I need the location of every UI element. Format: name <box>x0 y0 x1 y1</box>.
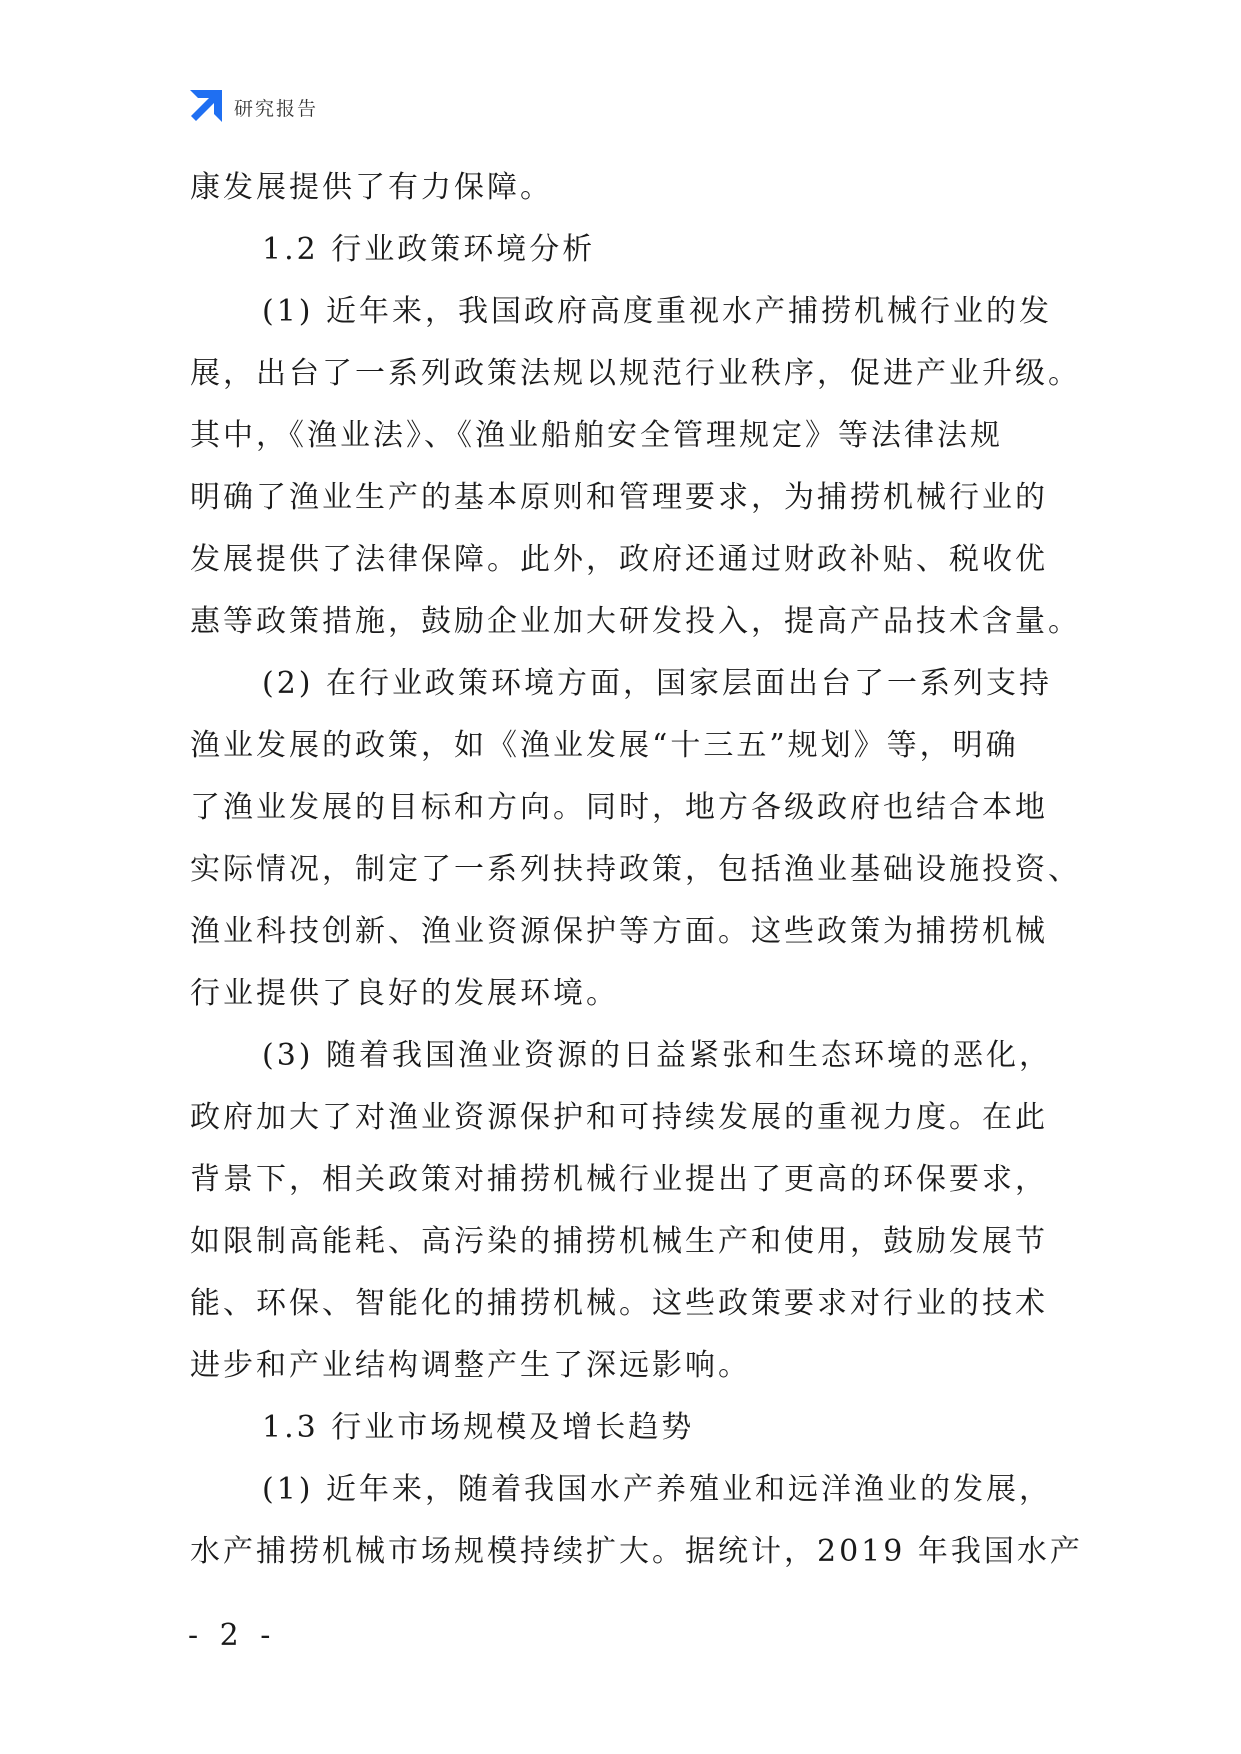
section-heading: 1.2 行业政策环境分析 <box>262 232 596 267</box>
document-header <box>188 90 318 124</box>
paragraph-line: 展，出台了一系列政策法规以规范行业秩序，促进产业升级。 <box>190 356 1081 391</box>
paragraph-line: 了渔业发展的目标和方向。同时，地方各级政府也结合本地 <box>190 790 1048 825</box>
paragraph-line: (1) 近年来，我国政府高度重视水产捕捞机械行业的发 <box>262 294 1053 329</box>
header-title: 研究报告 <box>234 97 319 120</box>
section-heading: 1.3 行业市场规模及增长趋势 <box>262 1410 695 1445</box>
paragraph-line: (1) 近年来，随着我国水产养殖业和远洋渔业的发展， <box>262 1472 1053 1507</box>
page-number: - 2 - <box>188 1618 277 1653</box>
paragraph-line: (3) 随着我国渔业资源的日益紧张和生态环境的恶化， <box>262 1038 1053 1073</box>
paragraph-line: 渔业科技创新、渔业资源保护等方面。这些政策为捕捞机械 <box>190 914 1048 949</box>
arrow-up-right-logo-icon <box>188 90 222 124</box>
paragraph-line: 实际情况，制定了一系列扶持政策，包括渔业基础设施投资、 <box>190 852 1081 887</box>
paragraph-line: 明确了渔业生产的基本原则和管理要求，为捕捞机械行业的 <box>190 480 1048 515</box>
paragraph-line: 如限制高能耗、高污染的捕捞机械生产和使用，鼓励发展节 <box>190 1224 1048 1259</box>
paragraph-line: 惠等政策措施，鼓励企业加大研发投入，提高产品技术含量。 <box>190 604 1081 639</box>
paragraph-line: 能、环保、智能化的捕捞机械。这些政策要求对行业的技术 <box>190 1286 1048 1321</box>
paragraph-line: 行业提供了良好的发展环境。 <box>190 976 619 1011</box>
paragraph-line: 其中，《渔业法》、《渔业船舶安全管理规定》等法律法规 <box>190 418 1003 453</box>
paragraph-line: 进步和产业结构调整产生了深远影响。 <box>190 1348 751 1383</box>
paragraph-line: 水产捕捞机械市场规模持续扩大。据统计，2019 年我国水产 <box>190 1534 1083 1569</box>
paragraph-line: 康发展提供了有力保障。 <box>190 170 553 205</box>
paragraph-line: 渔业发展的政策，如《渔业发展“十三五”规划》等，明确 <box>190 728 1019 763</box>
paragraph-line: (2) 在行业政策环境方面，国家层面出台了一系列支持 <box>262 666 1053 701</box>
paragraph-line: 背景下，相关政策对捕捞机械行业提出了更高的环保要求， <box>190 1162 1048 1197</box>
document-body <box>190 157 1083 1583</box>
paragraph-line: 发展提供了法律保障。此外，政府还通过财政补贴、税收优 <box>190 542 1048 577</box>
paragraph-line: 政府加大了对渔业资源保护和可持续发展的重视力度。在此 <box>190 1100 1048 1135</box>
